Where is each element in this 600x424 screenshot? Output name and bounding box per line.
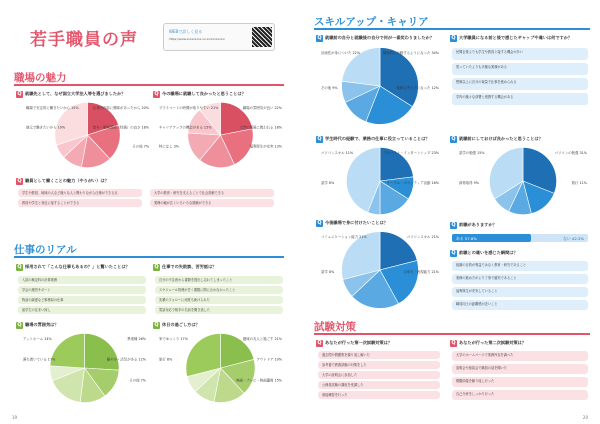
chart-r2 <box>320 146 440 216</box>
pie-label: その他 9% <box>321 86 338 90</box>
pie-label: 賑やか・活気がある 12% <box>106 357 146 362</box>
comment: スケジュール管理が甘く期限に間に合わなかったこと <box>155 286 283 294</box>
pie-label: 仕事の内容に興味があったから 20% <box>92 106 149 110</box>
pie-slice <box>50 333 84 368</box>
pie-label: 積極的に行動するようになった 34% <box>382 51 439 55</box>
comment: 自己分析をしっかり行った <box>452 390 588 400</box>
section-work: 仕事のリアル <box>14 244 77 256</box>
question-rq8: Q あなたが行った第一次試験対策は？ <box>317 340 393 346</box>
chart-l3 <box>22 332 147 404</box>
comment: 電話対応で相手の名前を聞き逃した <box>155 306 283 314</box>
pie-label: パソコンの勉強 31% <box>554 151 587 155</box>
pie-label: 給与・勤務環境（待遇）の良さ 18% <box>92 125 149 130</box>
pie-label: 旅行 8% <box>159 357 173 362</box>
pie-label: 語学の勉強 15% <box>459 151 485 155</box>
pie-label: パソコンスキル 21% <box>406 235 439 239</box>
web-link-box[interactable] <box>163 23 275 51</box>
question-rq5: Q 今後職場で身に付けたいことは？ <box>317 220 388 226</box>
comment: 思っていたよりも多様な業務がある <box>452 63 588 75</box>
question-rq9: Q あなたが行った第二次試験対策は？ <box>451 340 527 346</box>
comment: 大学の説明会に参加した <box>318 371 440 379</box>
section-divider <box>14 84 284 86</box>
qr-code <box>252 27 272 47</box>
pie-label: サークル・ボランティア活動 16% <box>386 181 439 185</box>
comment: 自分の不注意から書類を提出し忘れてしまったこと <box>155 276 283 284</box>
question-lq6: Q 職場の雰囲気は？ <box>17 322 59 328</box>
question-lq4: Q 採用されて「こんな仕事もあるの？」と驚いたことは？ <box>17 264 130 270</box>
pie-label: 職場で安定的に働きたいから 15% <box>26 106 79 110</box>
chart-r4 <box>320 230 440 310</box>
comment: 説明会や座談会で職員の話を聞いた <box>452 364 588 374</box>
section-divider <box>14 256 284 258</box>
comment: 物品の調達など事務局の仕事 <box>18 296 146 304</box>
chart-r3 <box>458 146 588 216</box>
pie-label: 職場の雰囲気が良い 22% <box>242 106 282 110</box>
pie-label: その他 7% <box>132 144 149 149</box>
section-skill: スキルアップ・キャリア <box>314 16 429 28</box>
section-divider <box>314 333 590 335</box>
prev-job-yes: ある 57.8% <box>456 235 477 241</box>
comment: 参考書で教養試験の対策をした <box>318 361 440 369</box>
comment: 先輩のフォローに何度も助けられた <box>155 296 283 304</box>
question-rq4: Q 就職前にしておけば良かったと思うことは？ <box>451 136 543 142</box>
pie-label: コミュニケーション能力 21% <box>321 235 367 239</box>
pie-slice <box>85 333 120 370</box>
comment: 学生や教員、地域の人など様々な人と関わりながら仕事ができる点 <box>18 189 142 197</box>
question-rq6: Q 前職がありますか？ <box>451 222 497 228</box>
pie-label: パソコンスキル 11% <box>321 151 354 155</box>
section-exam: 試験対策 <box>314 321 356 333</box>
pie-label: アルバイト・インターンシップ 23% <box>383 151 439 155</box>
pie-label: 異業種 26% <box>127 337 146 341</box>
comment: 面接練習を行った <box>318 391 440 399</box>
pie-label: 旅行 11% <box>571 181 587 185</box>
comment: 大学のホームページで業務内容を調べた <box>452 351 588 361</box>
chart-l1 <box>25 101 150 169</box>
pie-label: 語学 6% <box>321 181 335 185</box>
pie-label: アットホーム 14% <box>23 337 52 341</box>
question-rq7: Q 前職との違いを感じた瞬間は？ <box>451 250 518 256</box>
section-divider <box>314 28 590 30</box>
comment: 過去問や問題集を繰り返し解いた <box>318 351 440 359</box>
question-rq3: Q 学生時代の経験で、業務の仕事に役立っていることは？ <box>317 136 430 142</box>
comment: 業務の進め方がより丁寧で確実であること <box>452 274 588 284</box>
page-title: 若手職員の声 <box>30 30 138 50</box>
prev-job-bar <box>452 234 588 242</box>
comment: 福利厚生が充実していること <box>452 287 588 297</box>
comment: 想像以上に自分の裁量で仕事を進められる <box>452 78 588 90</box>
question-lq2: Q 今の職場に就職して良かったと思うことは？ <box>154 91 246 97</box>
pie-label: アウトドア 10% <box>256 357 282 362</box>
web-label: WEBで詳しく見る <box>169 29 203 34</box>
pie-label: 家でゆっくり 17% <box>159 337 188 341</box>
question-rq1: Q 就職前の自分と就職後の自分で何が一番変わりましたか？ <box>317 35 434 41</box>
question-lq5: Q 仕事での失敗談、苦労話は？ <box>154 264 217 270</box>
comment: 模擬面接を繰り返し行った <box>452 377 588 387</box>
pie-label: その他 7% <box>129 378 146 383</box>
pie-label: 趣味の友人と過ごす 21% <box>242 337 282 341</box>
web-url[interactable]: https://www.xxxxxxxxx.xx.xx/xxxxxxxx/ <box>169 37 225 41</box>
pie-label: キャリアアップの機会がある 15% <box>159 125 212 130</box>
question-rq2: Q 大学職員になる前と後で感じたギャップや違いは何ですか？ <box>451 35 573 41</box>
pie-label: 計画性が身についた 22% <box>321 51 361 55</box>
comment: 入試の検定料の計算業務 <box>18 276 146 284</box>
comment: 大学の教育・研究を支えることで社会貢献できる <box>150 189 274 197</box>
pie-label: 落ち着いている 17% <box>23 357 56 362</box>
page-number-left: 19 <box>12 415 18 420</box>
comment: 留学生の住まい探し <box>18 306 146 314</box>
question-lq1: Q 就職先として、なぜ国立大学法人等を選びましたか？ <box>17 91 126 97</box>
pie-label: 大学の環境に携われる 18% <box>239 125 282 130</box>
comment: 民間企業よりも学生や教員と接する機会が多い <box>452 48 588 60</box>
pie-label: 映画・テレビ・映画鑑賞 15% <box>236 378 282 383</box>
section-attraction: 職場の魅力 <box>14 72 67 84</box>
pie-label: 語学 8% <box>321 270 335 274</box>
pie-label: 福利厚生が充実 13% <box>249 144 282 149</box>
question-lq7: Q 休日の過ごし方は？ <box>154 322 200 328</box>
chart-r1 <box>320 46 440 126</box>
prev-job-no: ない 42.2% <box>563 235 584 241</box>
comment: 教員や学生と身近に接することができる <box>18 199 142 207</box>
pie-label: 柔軟な考え方になった 12% <box>396 86 439 90</box>
comment: 公務員試験の講座を受講した <box>318 381 440 389</box>
pie-label: 資格取得 9% <box>459 181 480 185</box>
comment: 組織の目的が利益ではなく教育・研究であること <box>452 261 588 271</box>
chart-l2 <box>158 101 283 169</box>
comment: 学会の運営サポート <box>18 286 146 294</box>
pie-label: 文章力・表現能力 21% <box>403 270 439 274</box>
comment: 学内の様々な部署と連携する機会がある <box>452 93 588 105</box>
comment: 職員同士の距離感が近いこと <box>452 300 588 310</box>
page-number-right: 20 <box>582 415 588 420</box>
pie-label: プライベートの時間が取りやすい 21% <box>159 106 219 110</box>
right-page <box>300 0 600 424</box>
pie-label: 地元で働きたいから 10% <box>26 125 66 130</box>
pie-label: 特になし 3% <box>159 144 180 149</box>
question-lq3: Q 職員として働くことの魅力（やりがい）は？ <box>17 178 109 184</box>
comment: 業務の幅が広くいろいろな経験ができる <box>150 199 274 207</box>
chart-l4 <box>158 332 283 404</box>
